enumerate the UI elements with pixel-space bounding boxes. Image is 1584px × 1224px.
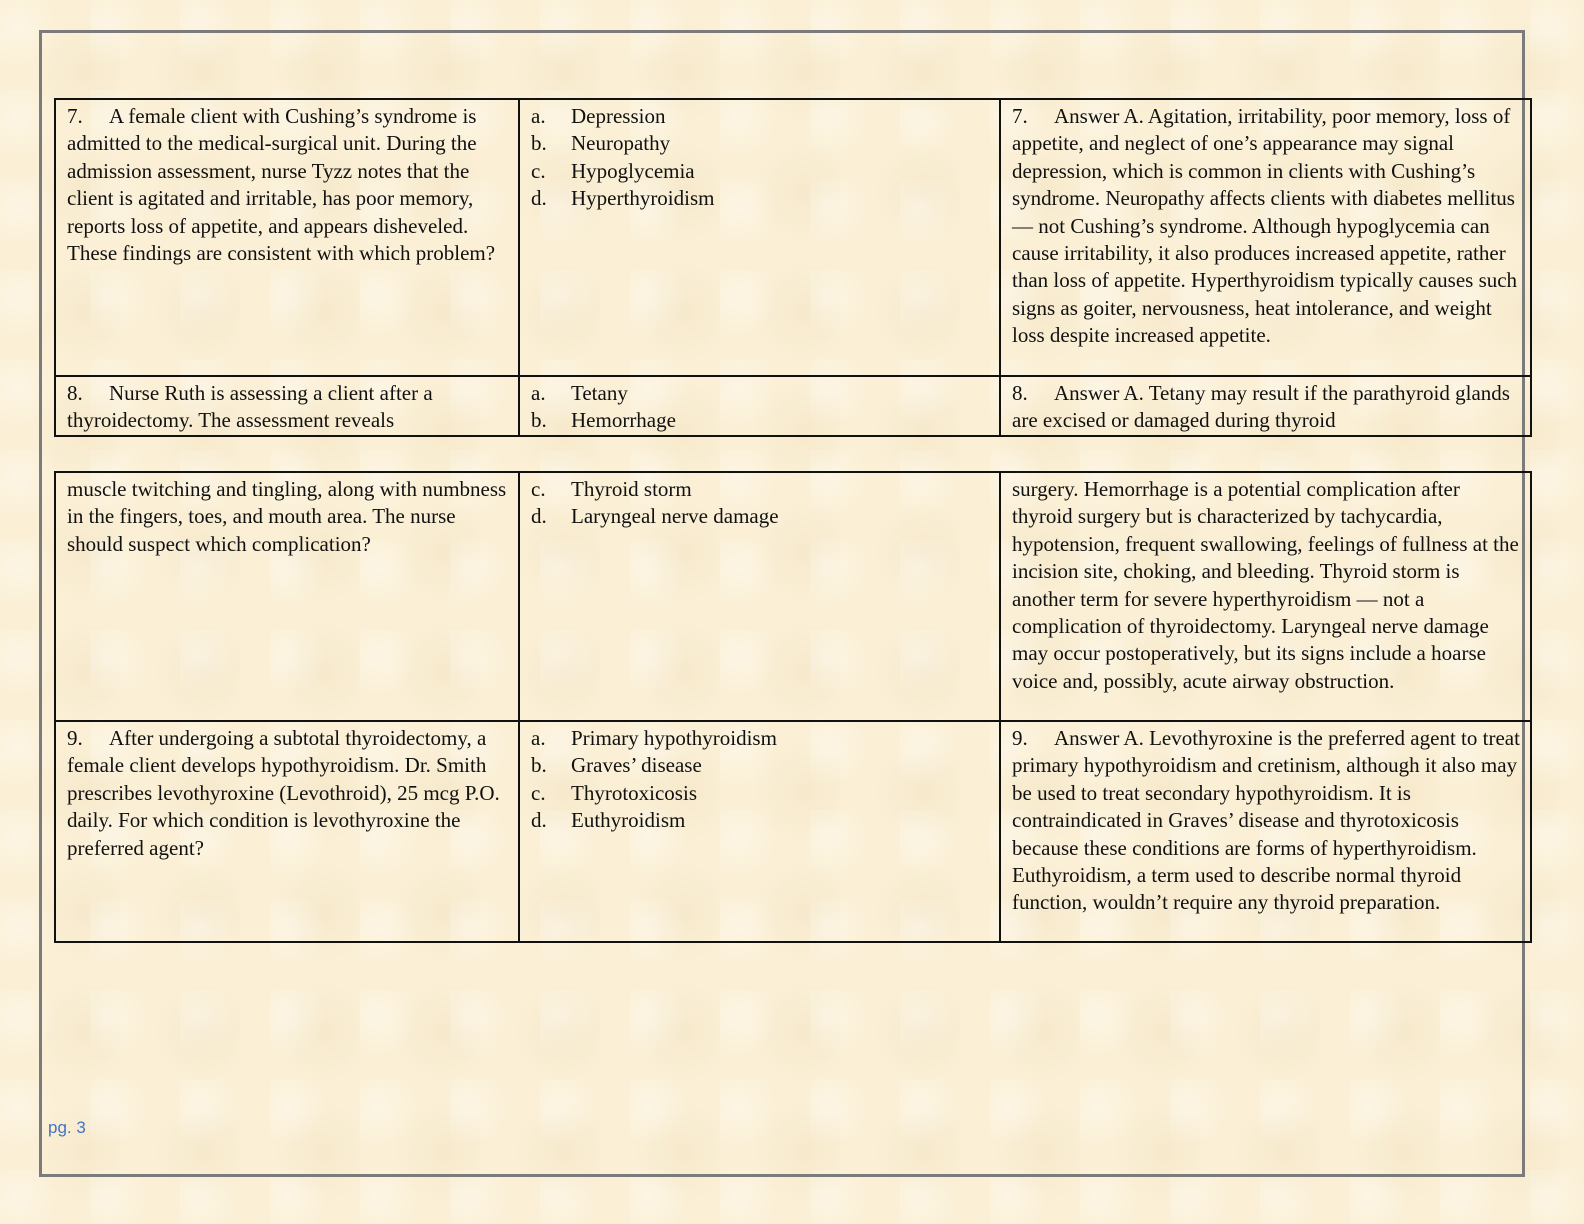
answer-text: Answer A. Tetany may result if the parathyroid glands are excised or damaged during thyroid <box>1012 381 1510 433</box>
answer-text: surgery. Hemorrhage is a potential complication after thyroid surgery but is characterized by tachycardia, hypotension, frequent swallowing, feelings of fullness at the incision site, choking, and bleeding. Thyroid storm is another term for severe hyperthyroidism — not a complication of thyroidectomy. Laryngeal nerve damage may occur postoperatively, but its signs include a hoarse voice and, possibly, acute airway obstruction. <box>1012 477 1519 693</box>
question-text: muscle twitching and tingling, along with numbness in the fingers, toes, and mouth area. The nurse should suspect which complication? <box>67 477 507 556</box>
option-item <box>531 130 989 157</box>
option-item <box>531 807 989 834</box>
answer-number: 8. <box>1012 381 1028 405</box>
option-text: Depression <box>571 104 666 128</box>
option-text: Tetany <box>571 381 628 405</box>
option-text: Euthyroidism <box>571 808 686 833</box>
option-letter: c. <box>531 477 546 501</box>
question-cell-q9 <box>55 721 519 942</box>
option-letter: b. <box>531 753 547 778</box>
answer-text: Answer A. Agitation, irritability, poor memory, loss of appetite, and neglect of one’s appearance may signal depression, which is common in clients with Cushing’s syndrome. Neuropathy affects clients with diabetes mellitus — not Cushing’s syndrome. Although hypoglycemia can cause irritability, it also produces increased appetite, rather than loss of appetite. Hyperthyroidism typically causes such signs as goiter, nervousness, heat intolerance, and weight loss despite increased appetite. <box>1012 104 1518 348</box>
option-item <box>531 503 989 530</box>
option-text: Hemorrhage <box>571 408 676 433</box>
table-row-q8-continued <box>55 472 1531 721</box>
question-text: A female client with Cushing’s syndrome is admitted to the medical-surgical unit. During the admission assessment, nurse Tyzz notes that the client is agitated and irritable, has poor memory, reports loss of appetite, and appears disheveled. These findings are consistent with which problem? <box>67 104 496 266</box>
answer-cell-q9 <box>1000 721 1531 942</box>
question-text: After undergoing a subtotal thyroidectomy, a female client develops hypothyroidism. Dr. Smith prescribes levothyroxine (Levothroid), 25 mcg P.O. daily. For which condition is levothyroxine the preferred agent? <box>67 726 500 860</box>
question-cell-q7 <box>55 99 519 376</box>
options-cell-q8 <box>519 376 1000 436</box>
option-letter: d. <box>531 186 547 211</box>
option-text: Hyperthyroidism <box>571 186 715 211</box>
question-text: Nurse Ruth is assessing a client after a thyroidectomy. The assessment reveals <box>67 381 433 433</box>
option-item <box>531 780 989 807</box>
option-letter: d. <box>531 808 547 833</box>
option-item <box>531 158 989 185</box>
option-text: Neuropathy <box>571 131 671 156</box>
page-number: pg. 3 <box>48 1118 86 1137</box>
options-cell-q9 <box>519 721 1000 942</box>
option-item <box>531 725 989 752</box>
question-cell-q8-continued <box>55 472 519 721</box>
answer-text: Answer A. Levothyroxine is the preferred agent to treat primary hypothyroidism and cretinism, although it also may be used to treat secondary hypothyroidism. It is contraindicated in Graves’ disease and thyrotoxicosis because these conditions are forms of hyperthyroidism. Euthyroidism, a term used to describe normal thyroid function, wouldn’t require any thyroid preparation. <box>1012 726 1520 915</box>
option-letter: b. <box>531 131 547 156</box>
option-item <box>531 185 989 212</box>
table-row-q9 <box>55 721 1531 942</box>
answer-cell-q8 <box>1000 376 1531 436</box>
option-text: Thyrotoxicosis <box>571 780 697 805</box>
answer-cell-q7 <box>1000 99 1531 376</box>
table-row-q7 <box>55 99 1531 376</box>
option-text: Primary hypothyroidism <box>571 726 777 750</box>
question-number: 8. <box>67 381 83 405</box>
option-letter: b. <box>531 408 547 433</box>
options-cell-q7 <box>519 99 1000 376</box>
question-number: 9. <box>67 726 83 750</box>
answer-number: 7. <box>1012 104 1028 128</box>
question-table-2 <box>54 471 1532 943</box>
option-item <box>531 103 989 130</box>
option-text: Thyroid storm <box>571 477 692 501</box>
answer-number: 9. <box>1012 726 1028 750</box>
option-letter: c. <box>531 158 546 183</box>
option-item <box>531 476 989 503</box>
option-letter: a. <box>531 104 546 128</box>
option-letter: c. <box>531 780 546 805</box>
option-letter: d. <box>531 504 547 529</box>
option-text: Graves’ disease <box>571 753 702 778</box>
option-text: Hypoglycemia <box>571 158 695 183</box>
option-letter: a. <box>531 381 546 405</box>
question-number: 7. <box>67 104 83 128</box>
question-cell-q8 <box>55 376 519 436</box>
options-cell-q8-continued <box>519 472 1000 721</box>
table-row-q8 <box>55 376 1531 436</box>
option-text: Laryngeal nerve damage <box>571 504 779 529</box>
option-item <box>531 752 989 779</box>
option-item <box>531 380 989 407</box>
question-table-1 <box>54 98 1532 437</box>
answer-cell-q8-continued <box>1000 472 1531 721</box>
option-item <box>531 407 989 434</box>
option-letter: a. <box>531 726 546 750</box>
